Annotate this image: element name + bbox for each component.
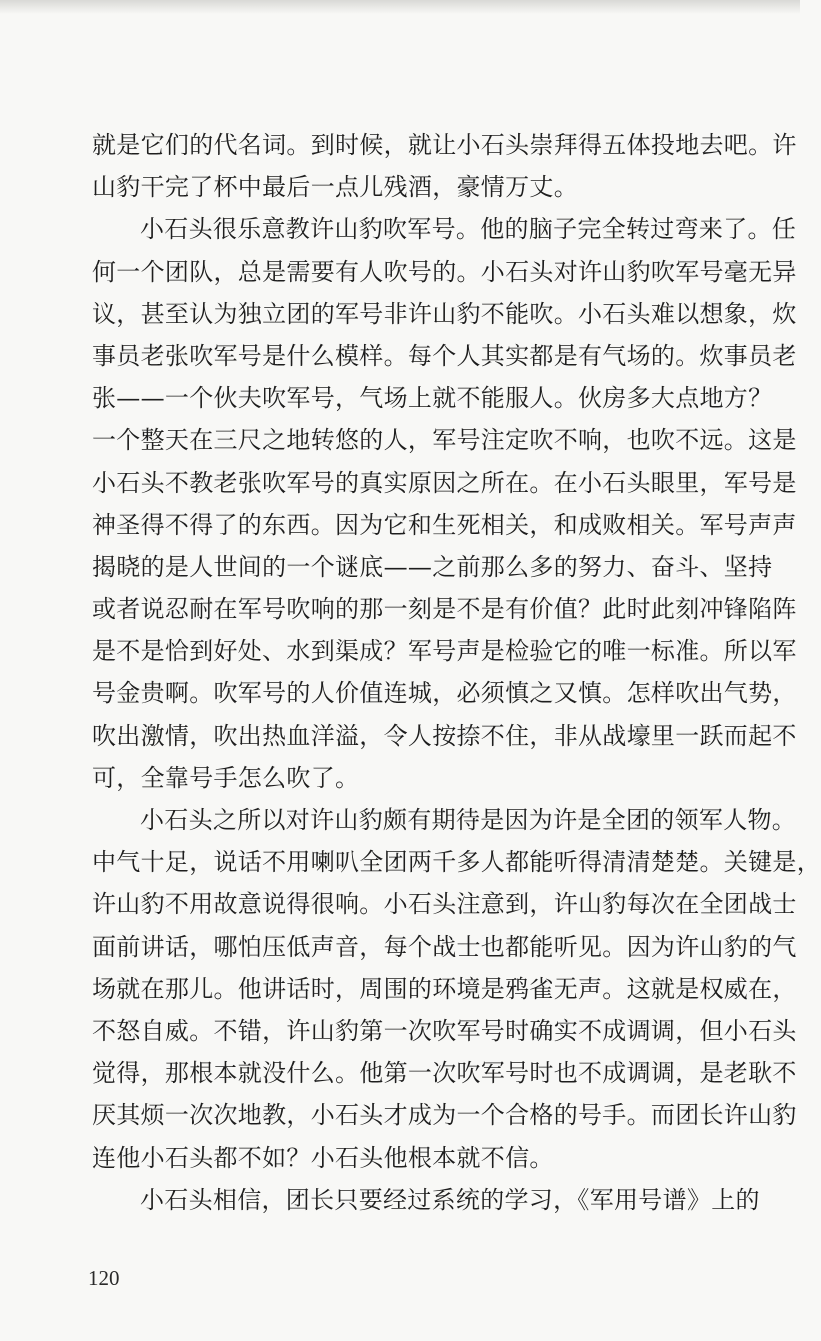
text-line: 一个整天在三尺之地转悠的人，军号注定吹不响，也吹不远。这是 xyxy=(92,426,797,455)
text-line: 或者说忍耐在军号吹响的那一刻是不是有价值？此时此刻冲锋陷阵 xyxy=(92,595,797,624)
text-line: 何一个团队，总是需要有人吹号的。小石头对许山豹吹军号毫无异 xyxy=(92,257,797,286)
body-text xyxy=(92,124,821,1221)
text-line: 山豹干完了杯中最后一点儿残酒，豪情万丈。 xyxy=(92,173,578,202)
text-line: 连他小石头都不如？小石头他根本就不信。 xyxy=(92,1143,554,1172)
text-line: 吹出激情，吹出热血洋溢，令人按捺不住，非从战壕里一跃而起不 xyxy=(92,721,797,750)
text-line: 神圣得不得了的东西。因为它和生死相关，和成败相关。军号声声 xyxy=(92,510,797,539)
text-line: 厌其烦一次次地教，小石头才成为一个合格的号手。而团长许山豹 xyxy=(92,1101,797,1130)
text-line: 议，甚至认为独立团的军号非许山豹不能吹。小石头难以想象，炊 xyxy=(92,299,797,328)
text-line: 觉得，那根本就没什么。他第一次吹军号时也不成调调，是老耿不 xyxy=(92,1059,797,1088)
text-line: 是不是恰到好处、水到渠成？军号声是检验它的唯一标准。所以军 xyxy=(92,637,797,666)
text-line: 号金贵啊。吹军号的人价值连城，必须慎之又慎。怎样吹出气势， xyxy=(92,679,797,708)
text-line: 不怒自威。不错，许山豹第一次吹军号时确实不成调调，但小石头 xyxy=(92,1016,797,1045)
text-line: 就是它们的代名词。到时候，就让小石头崇拜得五体投地去吧。许 xyxy=(92,131,797,159)
text-line: 中气十足，说话不用喇叭全团两千多人都能听得清清楚楚。关键是， xyxy=(92,848,821,877)
page-number: 120 xyxy=(88,1266,120,1290)
text-line: 小石头不教老张吹军号的真实原因之所在。在小石头眼里，军号是 xyxy=(92,468,797,497)
text-line: 揭晓的是人世间的一个谜底——之前那么多的努力、奋斗、坚持 xyxy=(92,552,773,581)
text-line: 张——一个伙夫吹军号，气场上就不能服人。伙房多大点地方？ xyxy=(92,384,773,413)
text-line: 许山豹不用故意说得很响。小石头注意到，许山豹每次在全团战士 xyxy=(92,890,797,919)
text-line: 小石头之所以对许山豹颇有期待是因为许是全团的领军人物。 xyxy=(140,806,797,834)
text-line: 事员老张吹军号是什么模样。每个人其实都是有气场的。炊事员老 xyxy=(92,341,797,370)
page-edge-shadow xyxy=(0,0,800,14)
text-line: 场就在那儿。他讲话时，周围的环境是鸦雀无声。这就是权威在， xyxy=(92,974,797,1003)
text-line: 可，全靠号手怎么吹了。 xyxy=(92,763,360,792)
text-line: 小石头很乐意教许山豹吹军号。他的脑子完全转过弯来了。任 xyxy=(140,215,797,244)
text-line: 面前讲话，哪怕压低声音，每个战士也都能听见。因为许山豹的气 xyxy=(92,932,797,961)
text-line: 小石头相信，团长只要经过系统的学习，《军用号谱》上的 xyxy=(140,1185,760,1214)
